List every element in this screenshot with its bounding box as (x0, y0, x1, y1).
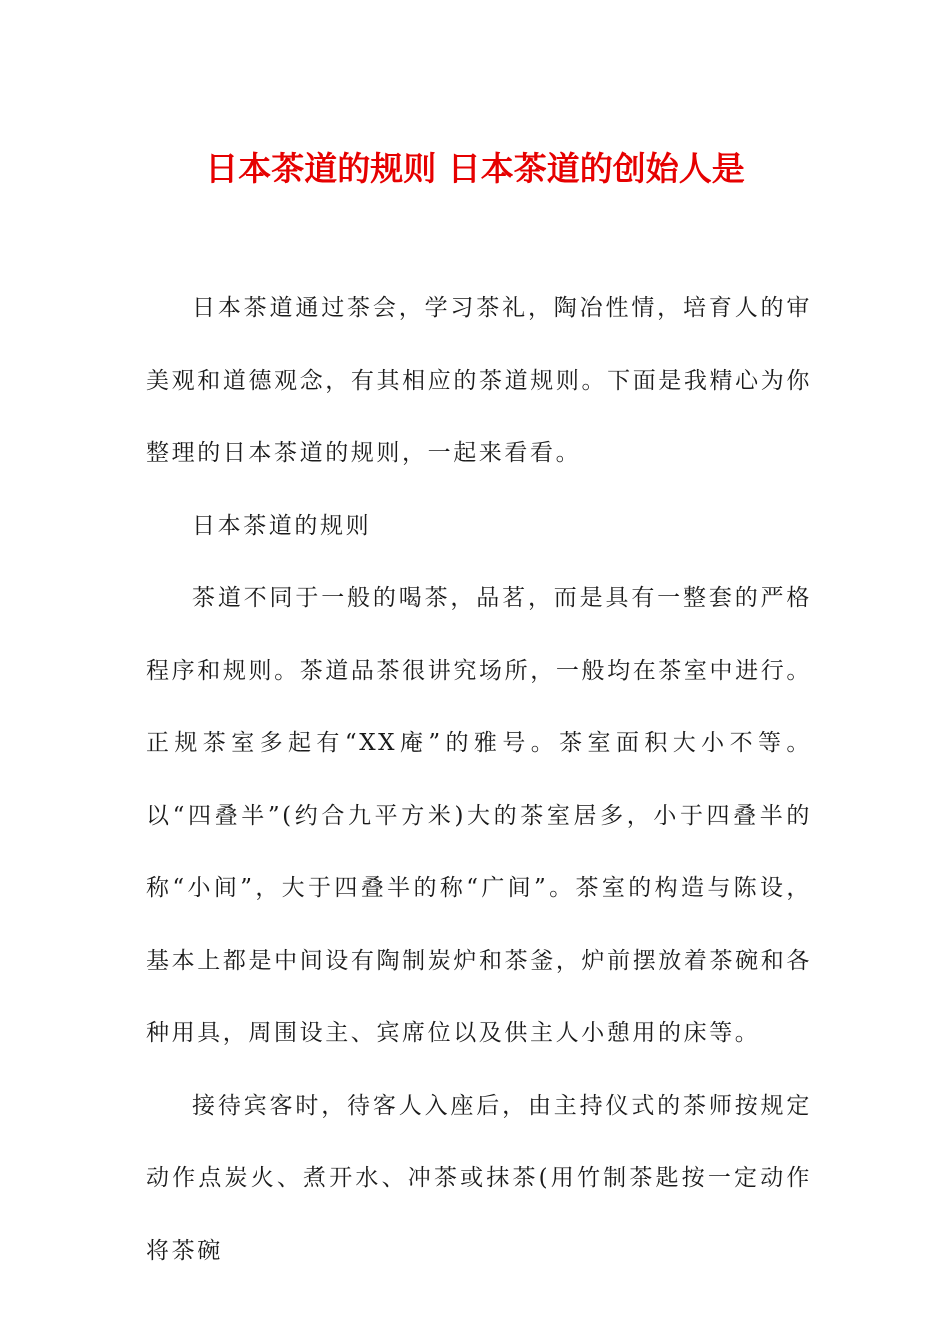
paragraph-tea-room: 茶道不同于一般的喝茶，品茗，而是具有一整套的严格程序和规则。茶道品茶很讲究场所，一般均在茶室中进行。正规茶室多起有“XX庵”的雅号。茶室面积大小不等。以“四叠半”(约合九平方米)大的茶室居多，小于四叠半的称“小间”，大于四叠半的称“广间”。茶室的构造与陈设，基本上都是中间设有陶制炭炉和茶釜，炉前摆放着茶碗和各种用具，周围设主、宾席位以及供主人小憩用的床等。 (146, 585, 812, 1046)
section-heading-rules: 日本茶道的规则 (192, 512, 372, 539)
paragraph-receiving-guests: 接待宾客时，待客人入座后，由主持仪式的茶师按规定动作点炭火、煮开水、冲茶或抹茶(用竹制茶匙按一定动作将茶碗 (146, 1092, 812, 1264)
document-title: 日本茶道的规则 日本茶道的创始人是 (205, 149, 745, 188)
paragraph-intro: 日本茶道通过茶会，学习茶礼，陶冶性情，培育人的审美观和道德观念，有其相应的茶道规则。下面是我精心为你整理的日本茶道的规则，一起来看看。 (146, 295, 812, 466)
document-body (146, 272, 812, 1287)
